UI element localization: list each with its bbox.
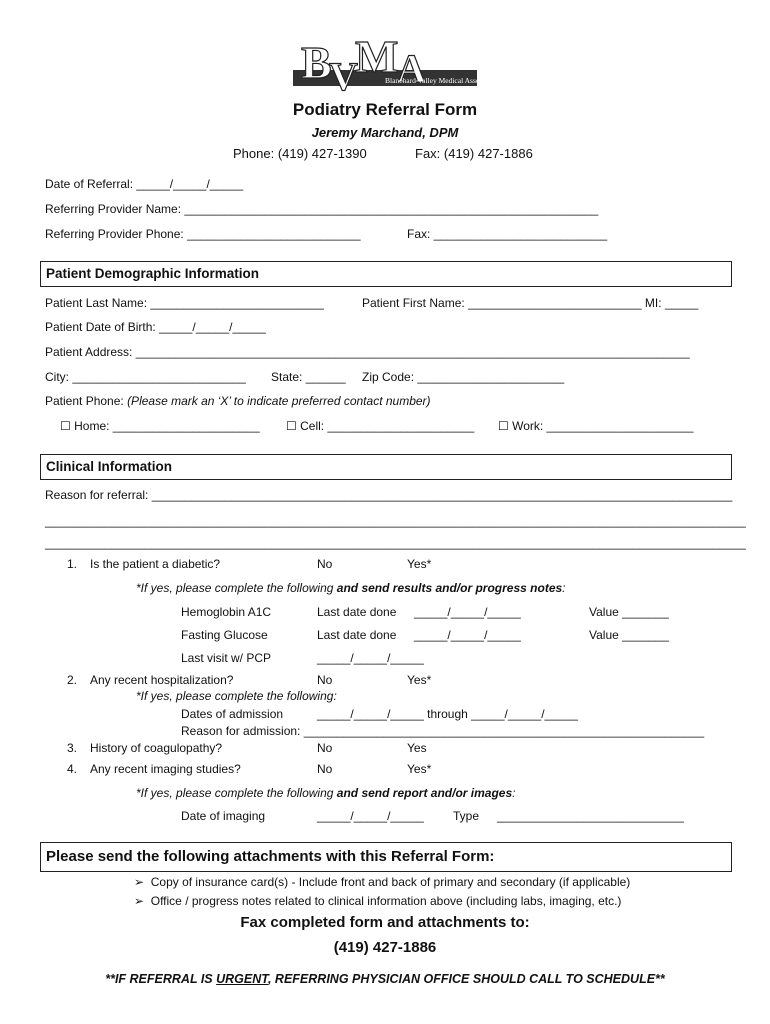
- referring-provider-fax-field[interactable]: Fax: __________________________: [407, 227, 608, 241]
- imaging-type-label: Type: [453, 809, 480, 823]
- reason-for-referral-field[interactable]: Reason for referral: _______________________________________________________________________________________: [45, 488, 733, 502]
- office-phone: Phone: (419) 427-1390: [233, 146, 367, 161]
- q2-yes-option[interactable]: Yes*: [407, 673, 432, 687]
- q1-note: [136, 581, 566, 595]
- urgent-word: URGENT: [216, 972, 268, 986]
- admission-dates-label: Dates of admission: [181, 707, 284, 721]
- checkbox-icon[interactable]: ☐: [60, 419, 71, 433]
- q1-question: Is the patient a diabetic?: [90, 557, 221, 571]
- attachment-item: [134, 875, 630, 889]
- fasting-value-field[interactable]: Value _______: [589, 628, 669, 642]
- hba1c-label: Hemoglobin A1C: [181, 605, 272, 619]
- q2-note: *If yes, please complete the following:: [136, 689, 337, 703]
- imaging-date-field[interactable]: _____/_____/_____: [317, 809, 424, 823]
- q2-question: Any recent hospitalization?: [90, 673, 234, 687]
- attachment-text: Office / progress notes related to clinical information above (including labs, imaging, etc.): [150, 894, 622, 908]
- fasting-date-field[interactable]: _____/_____/_____: [414, 628, 521, 642]
- q2-no-option[interactable]: No: [317, 673, 333, 687]
- attachments-heading: Please send the following attachments with this Referral Form:: [46, 848, 495, 865]
- clinical-section-header: [40, 454, 732, 480]
- q1-note-c: :: [562, 581, 566, 595]
- work-phone-field[interactable]: Work: ______________________: [512, 419, 694, 433]
- patient-phone-text: Patient Phone:: [45, 394, 128, 408]
- svg-text:V: V: [329, 54, 358, 99]
- clinical-heading: Clinical Information: [46, 459, 173, 474]
- referring-provider-name-field[interactable]: Referring Provider Name: ______________________________________________________________: [45, 202, 599, 216]
- urgent-note: [0, 972, 770, 986]
- attachment-item: [134, 894, 621, 908]
- fasting-glucose-label: Fasting Glucose: [181, 628, 268, 642]
- patient-last-name-field[interactable]: Patient Last Name: __________________________: [45, 296, 324, 310]
- referring-provider-phone-field[interactable]: Referring Provider Phone: __________________________: [45, 227, 361, 241]
- q1-note-a: *If yes, please complete the following: [136, 581, 337, 595]
- last-visit-pcp-label: Last visit w/ PCP: [181, 651, 272, 665]
- q1-note-b: and send results and/or progress notes: [336, 581, 563, 595]
- hba1c-date-field[interactable]: _____/_____/_____: [414, 605, 521, 619]
- reason-line-3[interactable]: _________________________________________________________________________________________________________: [45, 536, 746, 550]
- q1-number: 1.: [67, 557, 78, 571]
- city-field[interactable]: City: __________________________: [45, 370, 246, 384]
- checkbox-icon[interactable]: ☐: [498, 419, 509, 433]
- svg-text:M: M: [355, 31, 399, 82]
- attachment-text: Copy of insurance card(s) - Include front and back of primary and secondary (if applicable): [150, 875, 631, 889]
- imaging-date-label: Date of imaging: [181, 809, 266, 823]
- zip-code-field[interactable]: Zip Code: ______________________: [362, 370, 565, 384]
- form-title: Podiatry Referral Form: [292, 100, 478, 119]
- date-of-referral-field[interactable]: Date of Referral: _____/_____/_____: [45, 177, 244, 191]
- q3-question: History of coagulopathy?: [90, 741, 223, 755]
- q4-number: 4.: [67, 762, 78, 776]
- checkbox-icon[interactable]: ☐: [286, 419, 297, 433]
- q3-no-option[interactable]: No: [317, 741, 333, 755]
- imaging-type-field[interactable]: ____________________________: [497, 809, 684, 823]
- patient-phone-label: [45, 394, 431, 408]
- q4-note-a: *If yes, please complete the following: [136, 786, 337, 800]
- q4-note: [136, 786, 516, 800]
- urgent-note-a: **IF REFERRAL IS: [105, 972, 217, 986]
- q4-note-b: and send report and/or images: [336, 786, 513, 800]
- home-phone-option[interactable]: [60, 419, 260, 433]
- svg-text:B: B: [301, 37, 332, 88]
- q4-note-c: :: [512, 786, 516, 800]
- arrow-bullet-icon: ➢: [134, 894, 145, 908]
- fax-instruction: Fax completed form and attachments to:: [240, 914, 530, 931]
- home-phone-field[interactable]: Home: ______________________: [74, 419, 260, 433]
- logo-tagline: Blanchard Valley Medical Associates: [385, 76, 497, 85]
- attachments-section-header: [40, 842, 732, 872]
- fax-number: (419) 427-1886: [333, 939, 437, 956]
- hba1c-last-done-label: Last date done: [317, 605, 397, 619]
- admission-reason-field[interactable]: Reason for admission: ____________________________________________________________: [181, 724, 705, 738]
- reason-line-2[interactable]: _________________________________________________________________________________________________________: [45, 514, 746, 528]
- q1-no-option[interactable]: No: [317, 557, 333, 571]
- state-field[interactable]: State: ______: [271, 370, 346, 384]
- svg-text:A: A: [397, 46, 426, 91]
- arrow-bullet-icon: ➢: [134, 875, 145, 889]
- bvma-logo-graphic: [293, 30, 497, 99]
- q3-yes-option[interactable]: Yes: [407, 741, 427, 755]
- q4-question: Any recent imaging studies?: [90, 762, 241, 776]
- cell-phone-field[interactable]: Cell: ______________________: [300, 419, 475, 433]
- q4-no-option[interactable]: No: [317, 762, 333, 776]
- patient-dob-field[interactable]: Patient Date of Birth: _____/_____/_____: [45, 320, 266, 334]
- demographics-heading: Patient Demographic Information: [46, 266, 260, 281]
- doctor-name: Jeremy Marchand, DPM: [311, 125, 459, 140]
- fasting-last-done-label: Last date done: [317, 628, 397, 642]
- office-fax: Fax: (419) 427-1886: [415, 146, 533, 161]
- urgent-note-c: , REFERRING PHYSICIAN OFFICE SHOULD CALL TO SCHEDULE**: [267, 972, 665, 986]
- bvma-logo: [293, 30, 497, 99]
- q1-yes-option[interactable]: Yes*: [407, 557, 432, 571]
- q2-number: 2.: [67, 673, 78, 687]
- patient-phone-note: (Please mark an ‘X’ to indicate preferred contact number): [127, 394, 431, 408]
- last-visit-pcp-date-field[interactable]: _____/_____/_____: [317, 651, 424, 665]
- q3-number: 3.: [67, 741, 78, 755]
- demographics-section-header: [40, 261, 732, 287]
- patient-first-name-field[interactable]: Patient First Name: __________________________ MI: _____: [362, 296, 699, 310]
- work-phone-option[interactable]: [498, 419, 693, 433]
- patient-address-field[interactable]: Patient Address: ___________________________________________________________________________________: [45, 345, 690, 359]
- admission-dates-field[interactable]: _____/_____/_____ through _____/_____/_____: [317, 707, 578, 721]
- hba1c-value-field[interactable]: Value _______: [589, 605, 669, 619]
- q4-yes-option[interactable]: Yes*: [407, 762, 432, 776]
- cell-phone-option[interactable]: [286, 419, 474, 433]
